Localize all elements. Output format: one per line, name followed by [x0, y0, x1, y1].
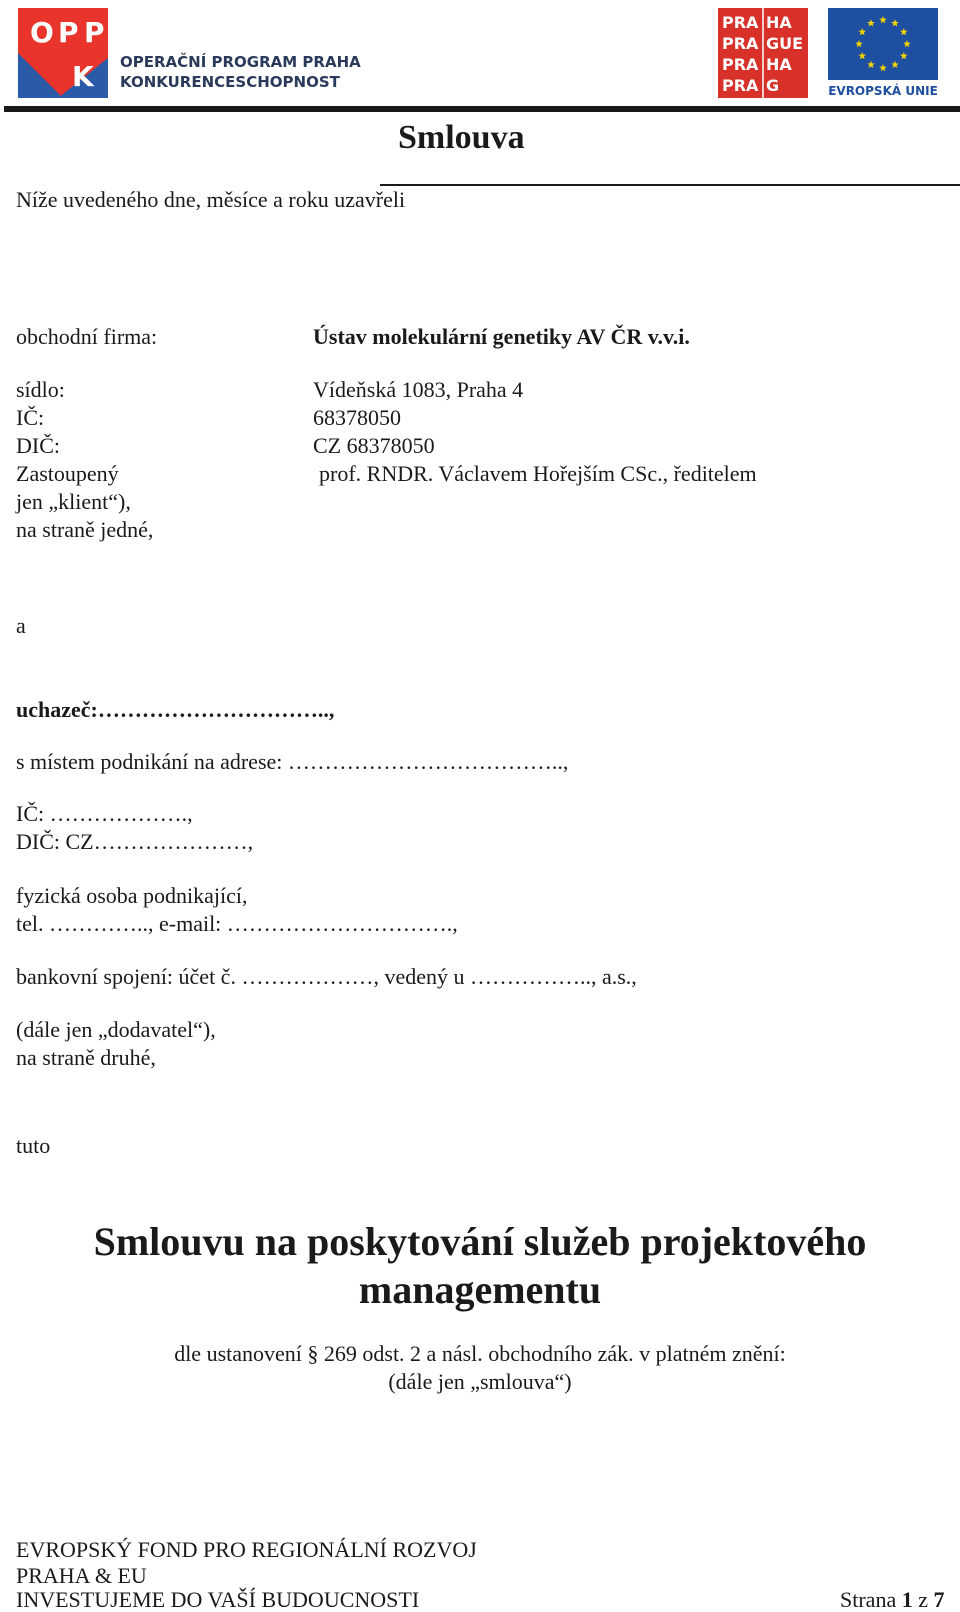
- praha-word: PRA: [722, 13, 759, 32]
- ic-label: IČ:: [16, 405, 45, 430]
- footer-line3: INVESTUJEME DO VAŠÍ BUDOUCNOSTI: [16, 1587, 420, 1612]
- contact-line: tel. ………….., e-mail: ………………………….,: [16, 911, 458, 936]
- eu-label: EVROPSKÁ UNIE: [828, 84, 938, 98]
- praha-word: PRA: [722, 55, 759, 74]
- contract-title-line2: managementu: [358, 1267, 602, 1312]
- opp-logo: [18, 8, 108, 98]
- tuto-text: tuto: [16, 1133, 51, 1158]
- ic-value: 68378050: [313, 405, 401, 430]
- address-line: s místem podnikání na adrese: ………………………………..,: [16, 749, 569, 774]
- opp-line2: KONKURENCESCHOPNOST: [120, 73, 340, 91]
- praha-word: HA: [766, 55, 792, 74]
- opp-letter: P: [84, 16, 105, 49]
- page-total: 7: [933, 1587, 945, 1612]
- supplier-side: na straně druhé,: [16, 1045, 156, 1070]
- document-title: Smlouva: [398, 119, 525, 156]
- praha-word: GUE: [766, 34, 804, 53]
- praha-word: G: [766, 76, 780, 95]
- person-type-line: fyzická osoba podnikající,: [16, 883, 248, 908]
- page-current: 1: [901, 1587, 913, 1612]
- representative-value: prof. RNDR. Václavem Hořejším CSc., ředitelem: [319, 461, 757, 486]
- contract-subtitle: dle ustanovení § 269 odst. 2 a násl. obchodního zák. v platném znění:: [174, 1341, 786, 1366]
- representative-label: Zastoupený: [16, 461, 119, 486]
- firm-value: Ústav molekulární genetiky AV ČR v.v.i.: [313, 324, 690, 349]
- opp-letter: P: [58, 16, 79, 49]
- opp-letter: K: [72, 60, 94, 93]
- client-side: na straně jedné,: [16, 517, 154, 542]
- dic-value: CZ 68378050: [313, 433, 435, 458]
- firm-label: obchodní firma:: [16, 324, 158, 349]
- footer-line2: PRAHA & EU: [16, 1563, 147, 1588]
- seat-label: sídlo:: [16, 377, 65, 402]
- title-underline: [380, 184, 960, 186]
- footer-line1: EVROPSKÝ FOND PRO REGIONÁLNÍ ROZVOJ: [16, 1537, 477, 1562]
- dic-label: DIČ:: [16, 433, 60, 458]
- header-divider: [4, 106, 960, 112]
- praha-word: PRA: [722, 34, 759, 53]
- supplier-dic-line: DIČ: CZ…………………,: [16, 829, 254, 854]
- praha-word: PRA: [722, 76, 759, 95]
- page-prefix: Strana: [840, 1587, 897, 1612]
- supplier-alias: (dále jen „dodavatel“),: [16, 1017, 216, 1042]
- conjunction-and: a: [16, 613, 26, 638]
- contract-subtitle-alias: (dále jen „smlouva“): [388, 1369, 572, 1394]
- client-alias: jen „klient“),: [16, 489, 131, 514]
- bank-line: bankovní spojení: účet č. ………………, vedený u …………….., a.s.,: [16, 964, 637, 989]
- opp-program-name: [120, 52, 361, 92]
- opp-letter: O: [30, 16, 54, 49]
- supplier-ic-line: IČ: ……………….,: [16, 801, 193, 826]
- page-mid: z: [918, 1587, 928, 1612]
- contract-title-line1: Smlouvu na poskytování služeb projektového: [93, 1219, 867, 1264]
- seat-value: Vídeňská 1083, Praha 4: [313, 377, 524, 402]
- eu-flag-logo: [828, 8, 938, 98]
- intro-text: Níže uvedeného dne, měsíce a roku uzavřeli: [16, 187, 406, 212]
- opp-line1: OPERAČNÍ PROGRAM PRAHA: [120, 53, 361, 71]
- applicant-line: uchazeč:…………………………..,: [16, 697, 335, 722]
- page-number: [840, 1588, 944, 1612]
- praha-word: HA: [766, 13, 792, 32]
- praha-logo: [718, 8, 808, 98]
